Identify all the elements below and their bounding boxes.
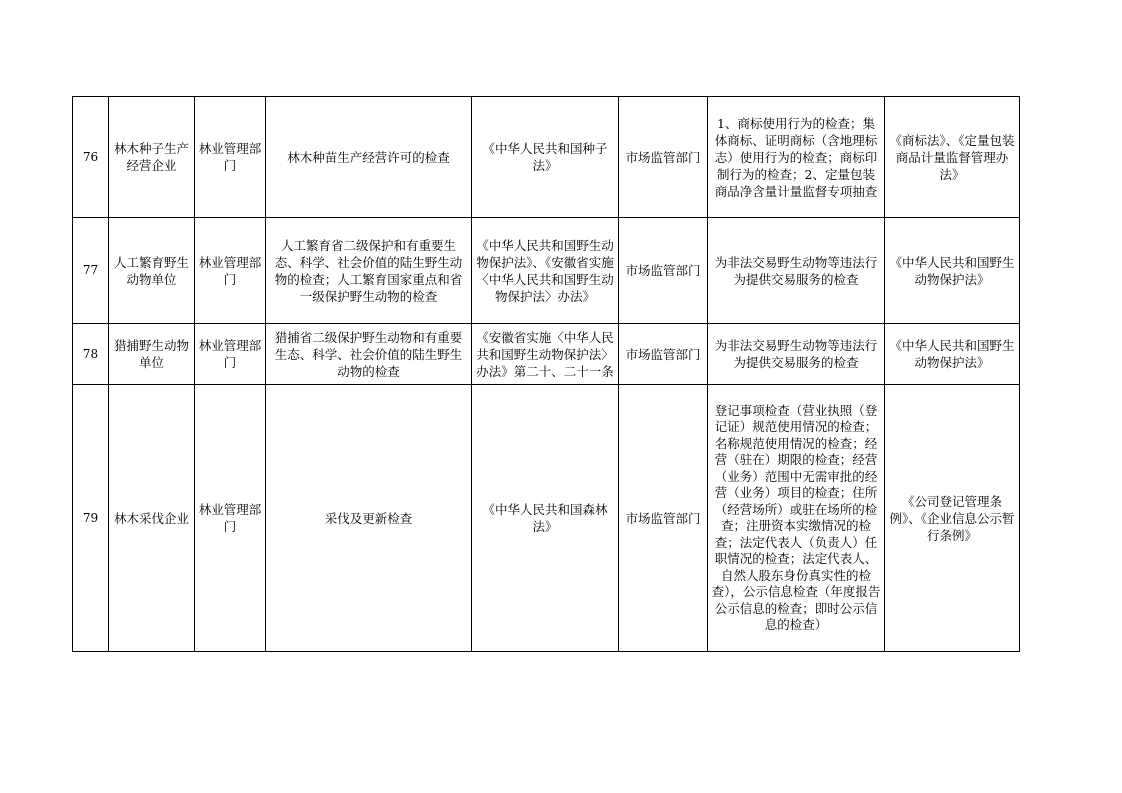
table-row-76 xyxy=(73,97,1020,218)
responsible-department: 林业管理部门 xyxy=(195,385,266,652)
row-number: 79 xyxy=(73,385,109,652)
inspection-item: 林木种苗生产经营许可的检查 xyxy=(266,97,472,218)
inspection-subject: 林木种子生产经营企业 xyxy=(109,97,195,218)
responsible-department: 林业管理部门 xyxy=(195,324,266,385)
joint-inspection-item: 为非法交易野生动物等违法行为提供交易服务的检查 xyxy=(708,324,885,385)
joint-inspection-basis: 《中华人民共和国野生动物保护法》 xyxy=(885,324,1020,385)
inspection-basis: 《中华人民共和国种子法》 xyxy=(472,97,619,218)
row-number: 77 xyxy=(73,218,109,324)
responsible-department: 林业管理部门 xyxy=(195,218,266,324)
joint-inspection-item: 登记事项检查（营业执照（登记证）规范使用情况的检查；名称规范使用情况的检查；经营（驻在）期限的检查；经营（业务）范围中无需审批的经营（业务）项目的检查；住所（经营场所）或驻在场所的检查；注册资本实缴情况的检查；法定代表人（负责人）任职情况的检查；法定代表人、自然人股东身份真实性的检查），公示信息检查（年度报告公示信息的检查；即时公示信息的检查） xyxy=(708,385,885,652)
joint-department: 市场监管部门 xyxy=(619,324,708,385)
joint-inspection-basis: 《商标法》、《定量包装商品计量监督管理办法》 xyxy=(885,97,1020,218)
responsible-department: 林业管理部门 xyxy=(195,97,266,218)
inspection-basis: 《中华人民共和国森林法》 xyxy=(472,385,619,652)
joint-inspection-item: 为非法交易野生动物等违法行为提供交易服务的检查 xyxy=(708,218,885,324)
joint-inspection-basis: 《公司登记管理条例》、《企业信息公示暂行条例》 xyxy=(885,385,1020,652)
table-row-79 xyxy=(73,385,1020,652)
inspection-item: 猎捕省二级保护野生动物和有重要生态、科学、社会价值的陆生野生动物的检查 xyxy=(266,324,472,385)
joint-department: 市场监管部门 xyxy=(619,385,708,652)
row-number: 76 xyxy=(73,97,109,218)
inspection-subject: 人工繁育野生动物单位 xyxy=(109,218,195,324)
inspection-basis: 《中华人民共和国野生动物保护法》、《安徽省实施〈中华人民共和国野生动物保护法〉办法》 xyxy=(472,218,619,324)
inspection-item: 采伐及更新检查 xyxy=(266,385,472,652)
joint-department: 市场监管部门 xyxy=(619,218,708,324)
inspection-table xyxy=(72,96,1020,652)
inspection-basis: 《安徽省实施〈中华人民共和国野生动物保护法〉办法》第二十、二十一条 xyxy=(476,329,614,379)
joint-inspection-basis: 《中华人民共和国野生动物保护法》 xyxy=(885,218,1020,324)
table-row-78 xyxy=(73,324,1020,385)
inspection-item: 人工繁育省二级保护和有重要生态、科学、社会价值的陆生野生动物的检查；人工繁育国家重点和省一级保护野生动物的检查 xyxy=(266,218,472,324)
inspection-basis-cell xyxy=(472,324,619,385)
inspection-subject: 猎捕野生动物单位 xyxy=(109,324,195,385)
joint-inspection-item: 1、商标使用行为的检查；集体商标、证明商标（含地理标志）使用行为的检查；商标印制行为的检查；2、定量包装商品净含量计量监督专项抽查 xyxy=(708,97,885,218)
row-number: 78 xyxy=(73,324,109,385)
joint-department: 市场监管部门 xyxy=(619,97,708,218)
table-row-77 xyxy=(73,218,1020,324)
inspection-subject: 林木采伐企业 xyxy=(109,385,195,652)
